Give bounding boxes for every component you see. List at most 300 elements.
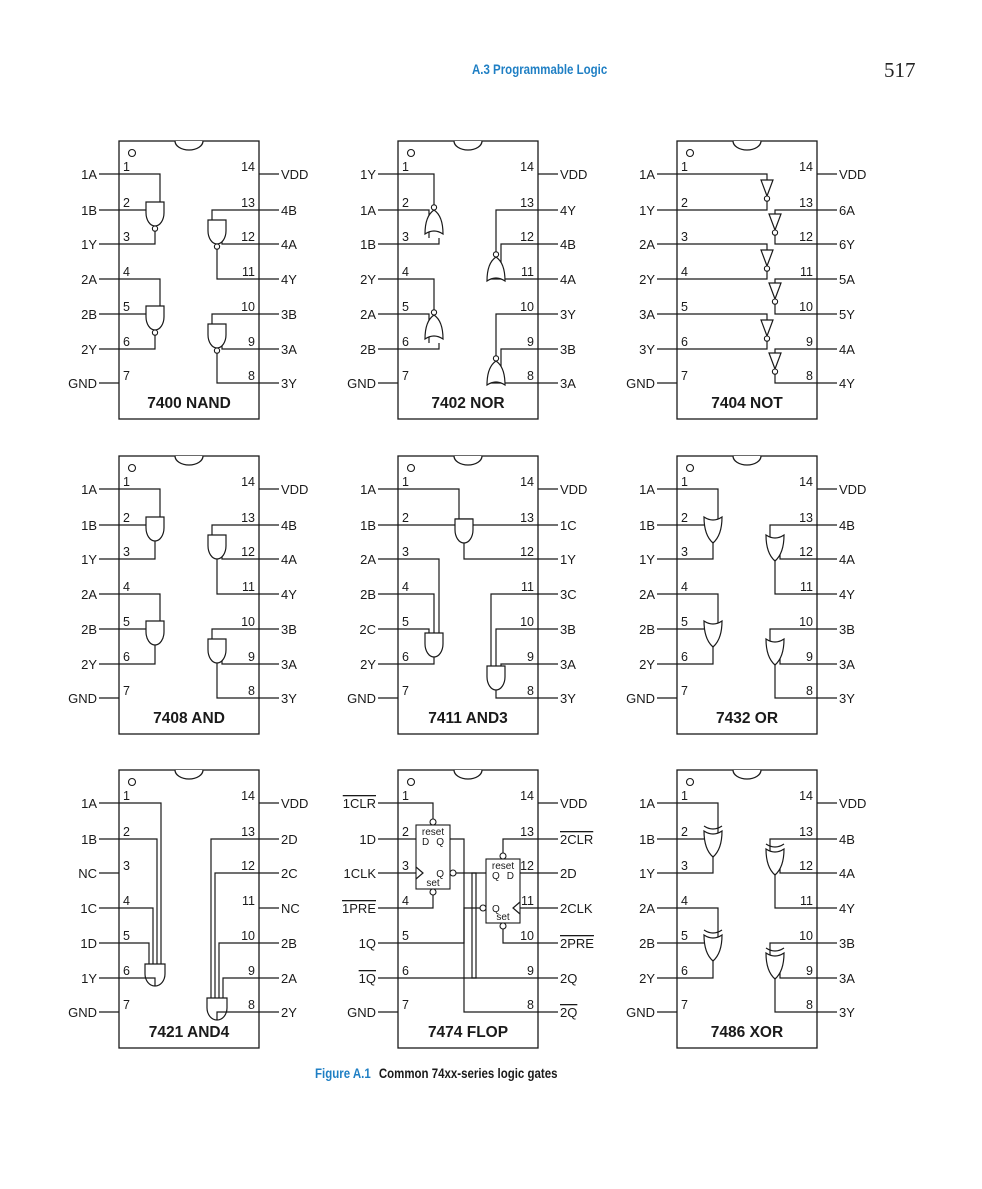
pin-label-right: 4A	[281, 552, 297, 567]
pin-number-left: 2	[123, 511, 130, 525]
pin-label-right: 3Y	[839, 1005, 855, 1020]
pin-number-left: 2	[402, 511, 409, 525]
pin1-marker	[687, 779, 694, 786]
pin-label-right: VDD	[281, 167, 309, 182]
pin-label-left: 2A	[360, 552, 376, 567]
inversion-bubble	[493, 356, 498, 361]
pin-label-left: 2Y	[360, 657, 376, 672]
pin-label-right: VDD	[839, 796, 867, 811]
inversion-bubble	[772, 369, 777, 374]
pin-number-right: 10	[520, 929, 534, 943]
pin-number-right: 14	[799, 475, 813, 489]
pin-number-right: 14	[799, 789, 813, 803]
pin-label-right: 4Y	[560, 203, 576, 218]
inversion-bubble	[152, 226, 157, 231]
pin-number-right: 9	[527, 650, 534, 664]
pin-label-right: VDD	[281, 482, 309, 497]
pin-label-left: 2B	[360, 342, 376, 357]
chip-7474	[342, 770, 594, 1048]
pin-number-left: 2	[681, 511, 688, 525]
pin-number-left: 4	[123, 580, 130, 594]
pin-number-right: 12	[241, 859, 255, 873]
pin-label-right: VDD	[560, 796, 588, 811]
pin-label-left: NC	[78, 866, 97, 881]
pin-number-right: 8	[527, 998, 534, 1012]
pin-label-right: 2Q	[560, 971, 578, 986]
pin-label-right: 4B	[839, 518, 855, 533]
pin-label-right: 6A	[839, 203, 855, 218]
pin-label-left: 1Y	[360, 167, 376, 182]
pin-label-right: 2A	[281, 971, 297, 986]
chip-7486	[626, 770, 866, 1048]
pin-label-right: 4A	[281, 237, 297, 252]
pin-number-right: 14	[520, 160, 534, 174]
pin-number-right: 8	[806, 684, 813, 698]
chip-7404	[626, 141, 866, 419]
section-title: A.3 Programmable Logic	[472, 61, 608, 77]
pin1-marker	[687, 465, 694, 472]
pin-label-right: 1C	[560, 518, 577, 533]
inversion-bubble	[431, 205, 436, 210]
pin-number-right: 14	[520, 475, 534, 489]
pin-label-right: 4Y	[839, 587, 855, 602]
pin-label-right: 3Y	[281, 691, 297, 706]
chip-body	[398, 141, 538, 419]
pin-label-right: 3A	[560, 657, 576, 672]
pin-number-left: 4	[402, 894, 409, 908]
pin-label-right: 2CLK	[560, 901, 593, 916]
pin-number-left: 7	[123, 998, 130, 1012]
pin-label-left: 2Y	[360, 272, 376, 287]
pin-number-right: 13	[241, 196, 255, 210]
pin-label-left: GND	[626, 691, 655, 706]
pin-label-right: 5A	[839, 272, 855, 287]
pin-number-right: 8	[248, 684, 255, 698]
pin-number-right: 13	[799, 511, 813, 525]
pin-number-left: 7	[681, 998, 688, 1012]
pin-number-left: 1	[402, 789, 409, 803]
pin-label-right: 3Y	[281, 376, 297, 391]
pin-number-left: 3	[681, 545, 688, 559]
pin-number-right: 13	[799, 825, 813, 839]
inversion-bubble	[764, 196, 769, 201]
pin-number-left: 5	[123, 615, 130, 629]
and-gate-symbol	[487, 666, 505, 690]
pin-label-right: 4A	[839, 342, 855, 357]
pin-label-right: VDD	[560, 482, 588, 497]
pin-label-left: 1PRE	[342, 901, 376, 916]
pin-label-right: 4Y	[839, 901, 855, 916]
pin-number-right: 11	[800, 265, 813, 279]
and-gate-symbol	[455, 519, 473, 543]
pin-number-right: 8	[527, 684, 534, 698]
pin-number-right: 10	[241, 300, 255, 314]
pin-label-left: 2Y	[639, 971, 655, 986]
pin-label-left: 2B	[81, 622, 97, 637]
pin-number-left: 6	[123, 650, 130, 664]
pin-number-left: 4	[123, 265, 130, 279]
pin-number-right: 13	[520, 825, 534, 839]
pin-number-left: 5	[681, 929, 688, 943]
pin1-marker	[129, 465, 136, 472]
pin-label-right: NC	[281, 901, 300, 916]
pin-number-right: 8	[806, 369, 813, 383]
pin-number-right: 8	[248, 998, 255, 1012]
inversion-bubble	[214, 348, 219, 353]
pin-number-right: 12	[799, 859, 813, 873]
pin-number-left: 3	[123, 545, 130, 559]
and-gate-symbol	[208, 639, 226, 663]
pin1-marker	[408, 150, 415, 157]
pin-number-left: 6	[681, 650, 688, 664]
pin-number-left: 3	[681, 859, 688, 873]
pin-number-right: 12	[241, 545, 255, 559]
pin-label-left: 2A	[639, 901, 655, 916]
pin-number-right: 9	[527, 964, 534, 978]
pin-number-left: 7	[402, 998, 409, 1012]
pin-label-right: VDD	[839, 167, 867, 182]
pin-label-left: 1A	[81, 167, 97, 182]
pin-number-right: 12	[520, 545, 534, 559]
pin-label-left: 1D	[80, 936, 97, 951]
pin-number-right: 12	[799, 230, 813, 244]
pin-number-right: 10	[799, 615, 813, 629]
pin-label-right: 3Y	[560, 307, 576, 322]
pin-number-left: 1	[123, 160, 130, 174]
chip-body	[119, 456, 259, 734]
pin-number-right: 9	[248, 964, 255, 978]
pin-label-left: 1A	[639, 167, 655, 182]
pin-label-right: 4B	[560, 237, 576, 252]
pin-number-right: 11	[242, 265, 255, 279]
pin-label-right: 2B	[281, 936, 297, 951]
pin-number-left: 3	[402, 859, 409, 873]
pin-number-right: 9	[527, 335, 534, 349]
and-gate-symbol	[146, 306, 164, 330]
pin-number-left: 1	[123, 789, 130, 803]
pin-label-left: 1CLR	[342, 796, 376, 811]
pin-number-left: 4	[402, 580, 409, 594]
chip-title: 7432 OR	[715, 710, 779, 727]
and-gate-symbol	[146, 517, 164, 541]
pin-label-right: 5Y	[839, 307, 855, 322]
pin-number-left: 6	[402, 650, 409, 664]
pin-number-right: 12	[520, 230, 534, 244]
pin-number-left: 4	[402, 265, 409, 279]
pin-label-left: 2Y	[639, 657, 655, 672]
pin-label-left: 1A	[360, 482, 376, 497]
pin-number-left: 1	[402, 475, 409, 489]
pin-label-right: 3A	[839, 971, 855, 986]
inversion-bubble	[214, 244, 219, 249]
chip-7432	[626, 456, 866, 734]
pin-label-left: 1Y	[639, 203, 655, 218]
pin-label-right: 3A	[839, 657, 855, 672]
chip-title: 7474 FLOP	[427, 1024, 509, 1041]
pin-number-left: 3	[402, 545, 409, 559]
pin-label-left: 1Y	[81, 971, 97, 986]
pin-label-right: VDD	[560, 167, 588, 182]
pin-number-left: 6	[402, 335, 409, 349]
d-label: D	[422, 837, 430, 848]
inversion-bubble	[431, 310, 436, 315]
pin-label-right: 4B	[281, 518, 297, 533]
q-label: Q	[436, 837, 444, 848]
pin-number-left: 6	[402, 964, 409, 978]
set-label: set	[496, 912, 510, 923]
pin-label-left: 1CLK	[343, 866, 376, 881]
pin-label-right: 3C	[560, 587, 577, 602]
pin-number-right: 10	[799, 300, 813, 314]
chip-7411	[347, 456, 587, 734]
pin-label-left: 1A	[639, 482, 655, 497]
chip-title: 7404 NOT	[711, 395, 783, 412]
pin-label-right: 3Y	[560, 691, 576, 706]
pin-number-left: 4	[123, 894, 130, 908]
figure-label: Figure A.1	[315, 1065, 371, 1081]
chip-body	[119, 141, 259, 419]
pin-number-right: 12	[520, 859, 534, 873]
qbar-label: Q	[436, 869, 444, 880]
pin-label-right: 3B	[560, 342, 576, 357]
pin-label-left: 2Y	[81, 342, 97, 357]
pin-label-right: 4B	[281, 203, 297, 218]
pin-number-right: 9	[806, 964, 813, 978]
pin-label-left: 1B	[360, 237, 376, 252]
pin-number-left: 7	[123, 684, 130, 698]
pin-label-right: 3A	[281, 657, 297, 672]
pin-label-right: 6Y	[839, 237, 855, 252]
pin-label-right: 3B	[839, 622, 855, 637]
qbar-label: Q	[492, 904, 500, 915]
pin-label-left: 1Q	[358, 936, 376, 951]
pin-label-left: 1A	[81, 796, 97, 811]
pin-number-right: 13	[520, 511, 534, 525]
pin-number-left: 5	[402, 300, 409, 314]
pin-label-left: 3A	[639, 307, 655, 322]
pin-label-right: 3A	[281, 342, 297, 357]
pin-label-left: 2B	[639, 936, 655, 951]
pin-number-right: 11	[800, 894, 813, 908]
pin-label-left: GND	[626, 376, 655, 391]
pin-label-left: 1C	[80, 901, 97, 916]
pin-label-left: 1B	[81, 832, 97, 847]
pin1-marker	[408, 465, 415, 472]
pin-number-left: 3	[681, 230, 688, 244]
chip-body	[398, 456, 538, 734]
figure-caption-text: Common 74xx-series logic gates	[378, 1065, 558, 1081]
chip-title: 7408 AND	[153, 710, 225, 727]
pin-label-left: 1B	[639, 518, 655, 533]
pin-label-right: 4Y	[839, 376, 855, 391]
pin-number-left: 1	[123, 475, 130, 489]
pin-number-right: 14	[799, 160, 813, 174]
pin-label-right: 4B	[839, 832, 855, 847]
pin-label-left: GND	[626, 1005, 655, 1020]
figure-caption	[315, 1065, 557, 1081]
inversion-bubble	[430, 889, 436, 895]
inversion-bubble	[772, 299, 777, 304]
pin-label-left: GND	[68, 691, 97, 706]
q-label: Q	[492, 871, 500, 882]
pin-label-left: GND	[347, 376, 376, 391]
pin-label-left: 2Y	[81, 657, 97, 672]
pin-label-left: GND	[347, 691, 376, 706]
pin-label-right: 2CLR	[560, 832, 594, 847]
pin1-marker	[687, 150, 694, 157]
pin-number-right: 13	[799, 196, 813, 210]
pin1-marker	[129, 150, 136, 157]
pin-number-left: 5	[123, 929, 130, 943]
pin-label-right: 3A	[560, 376, 576, 391]
pin-number-right: 14	[241, 789, 255, 803]
pin-number-left: 1	[681, 160, 688, 174]
and-gate-symbol	[425, 633, 443, 657]
pin-number-left: 5	[681, 615, 688, 629]
pin-number-left: 2	[123, 825, 130, 839]
and-gate-symbol	[208, 535, 226, 559]
pin-number-left: 7	[123, 369, 130, 383]
pin-label-right: 1Y	[560, 552, 576, 567]
chip-title: 7421 AND4	[148, 1024, 230, 1041]
pin-label-right: 2D	[560, 866, 577, 881]
inversion-bubble	[480, 905, 486, 911]
inversion-bubble	[500, 853, 506, 859]
pin-number-right: 10	[520, 615, 534, 629]
pin-label-right: 2C	[281, 866, 298, 881]
and-gate-symbol	[208, 220, 226, 244]
inversion-bubble	[764, 266, 769, 271]
reset-label: reset	[491, 861, 515, 872]
pin-number-left: 5	[402, 929, 409, 943]
chip-7402	[347, 141, 587, 419]
pin-number-left: 4	[681, 580, 688, 594]
pin-number-right: 8	[806, 998, 813, 1012]
inversion-bubble	[430, 819, 436, 825]
pin-label-left: 1B	[639, 832, 655, 847]
pin-number-right: 12	[799, 545, 813, 559]
pin-label-right: VDD	[281, 796, 309, 811]
pin-number-right: 11	[521, 894, 534, 908]
pin-number-right: 10	[241, 929, 255, 943]
pin-number-right: 10	[799, 929, 813, 943]
pin-label-left: 2A	[360, 307, 376, 322]
pin-number-left: 2	[123, 196, 130, 210]
chip-body	[677, 770, 817, 1048]
pin-number-left: 6	[681, 964, 688, 978]
pin-label-left: 1Y	[639, 866, 655, 881]
pin-number-right: 14	[520, 789, 534, 803]
inversion-bubble	[772, 230, 777, 235]
pin-number-left: 3	[123, 230, 130, 244]
pin-number-right: 11	[242, 894, 255, 908]
pin-label-left: 1B	[81, 518, 97, 533]
and-gate-symbol	[146, 621, 164, 645]
pin-label-left: 2B	[360, 587, 376, 602]
pin-number-left: 7	[681, 684, 688, 698]
pin1-marker	[129, 779, 136, 786]
pin-label-left: GND	[347, 1005, 376, 1020]
chip-title: 7400 NAND	[147, 395, 231, 412]
inversion-bubble	[493, 252, 498, 257]
pin-number-left: 1	[681, 475, 688, 489]
chip-7408	[68, 456, 308, 734]
pin-number-left: 1	[402, 160, 409, 174]
pin-label-left: 3Y	[639, 342, 655, 357]
pin-number-right: 8	[527, 369, 534, 383]
pin1-marker	[408, 779, 415, 786]
pin-number-left: 3	[402, 230, 409, 244]
pin-label-left: 2B	[81, 307, 97, 322]
pin-number-right: 12	[241, 230, 255, 244]
pin-label-right: 4Y	[281, 272, 297, 287]
pin-label-right: 2PRE	[560, 936, 594, 951]
pin-label-left: 2A	[639, 587, 655, 602]
pin-number-right: 9	[806, 650, 813, 664]
pin-label-left: GND	[68, 1005, 97, 1020]
pin-number-right: 10	[241, 615, 255, 629]
pin-number-left: 4	[681, 894, 688, 908]
pin-label-right: 4A	[839, 866, 855, 881]
pin-label-left: 2A	[81, 587, 97, 602]
chip-title: 7411 AND3	[428, 710, 508, 727]
pin-number-left: 6	[123, 335, 130, 349]
pin-label-left: 2Y	[639, 272, 655, 287]
pin-number-left: 7	[681, 369, 688, 383]
chip-body	[677, 456, 817, 734]
and-gate-symbol	[208, 324, 226, 348]
pin-number-left: 5	[681, 300, 688, 314]
pin-number-right: 10	[520, 300, 534, 314]
pin-number-right: 9	[806, 335, 813, 349]
pin-number-right: 11	[800, 580, 813, 594]
chip-title: 7402 NOR	[431, 395, 505, 412]
pin-label-left: 1A	[81, 482, 97, 497]
inversion-bubble	[152, 330, 157, 335]
pin-number-right: 11	[521, 580, 534, 594]
pin-number-right: 9	[248, 335, 255, 349]
pin-number-left: 5	[402, 615, 409, 629]
pin-number-right: 14	[241, 160, 255, 174]
pin-label-left: 1Y	[81, 237, 97, 252]
pin-label-right: 2D	[281, 832, 298, 847]
pin-number-left: 5	[123, 300, 130, 314]
pin-number-left: 2	[402, 196, 409, 210]
chip-7421	[68, 770, 308, 1048]
pin-label-right: VDD	[839, 482, 867, 497]
pin-label-left: 1Y	[81, 552, 97, 567]
pin-number-left: 7	[402, 684, 409, 698]
pin-label-right: 4A	[839, 552, 855, 567]
chip-body	[677, 141, 817, 419]
pin-number-right: 11	[521, 265, 534, 279]
pin-number-right: 13	[241, 825, 255, 839]
pin-label-left: 1Q	[358, 971, 376, 986]
pin-label-left: 1A	[639, 796, 655, 811]
pin-number-left: 6	[123, 964, 130, 978]
pin-label-right: 3B	[281, 622, 297, 637]
pin-label-left: 1B	[360, 518, 376, 533]
chip-7400	[68, 141, 308, 419]
pin-number-right: 8	[248, 369, 255, 383]
pin-number-right: 13	[520, 196, 534, 210]
pin-label-left: 2A	[81, 272, 97, 287]
inversion-bubble	[500, 923, 506, 929]
pin-number-left: 3	[123, 859, 130, 873]
pin-label-left: 1Y	[639, 552, 655, 567]
page-number: 517	[884, 58, 916, 82]
pin-label-left: 2C	[359, 622, 376, 637]
